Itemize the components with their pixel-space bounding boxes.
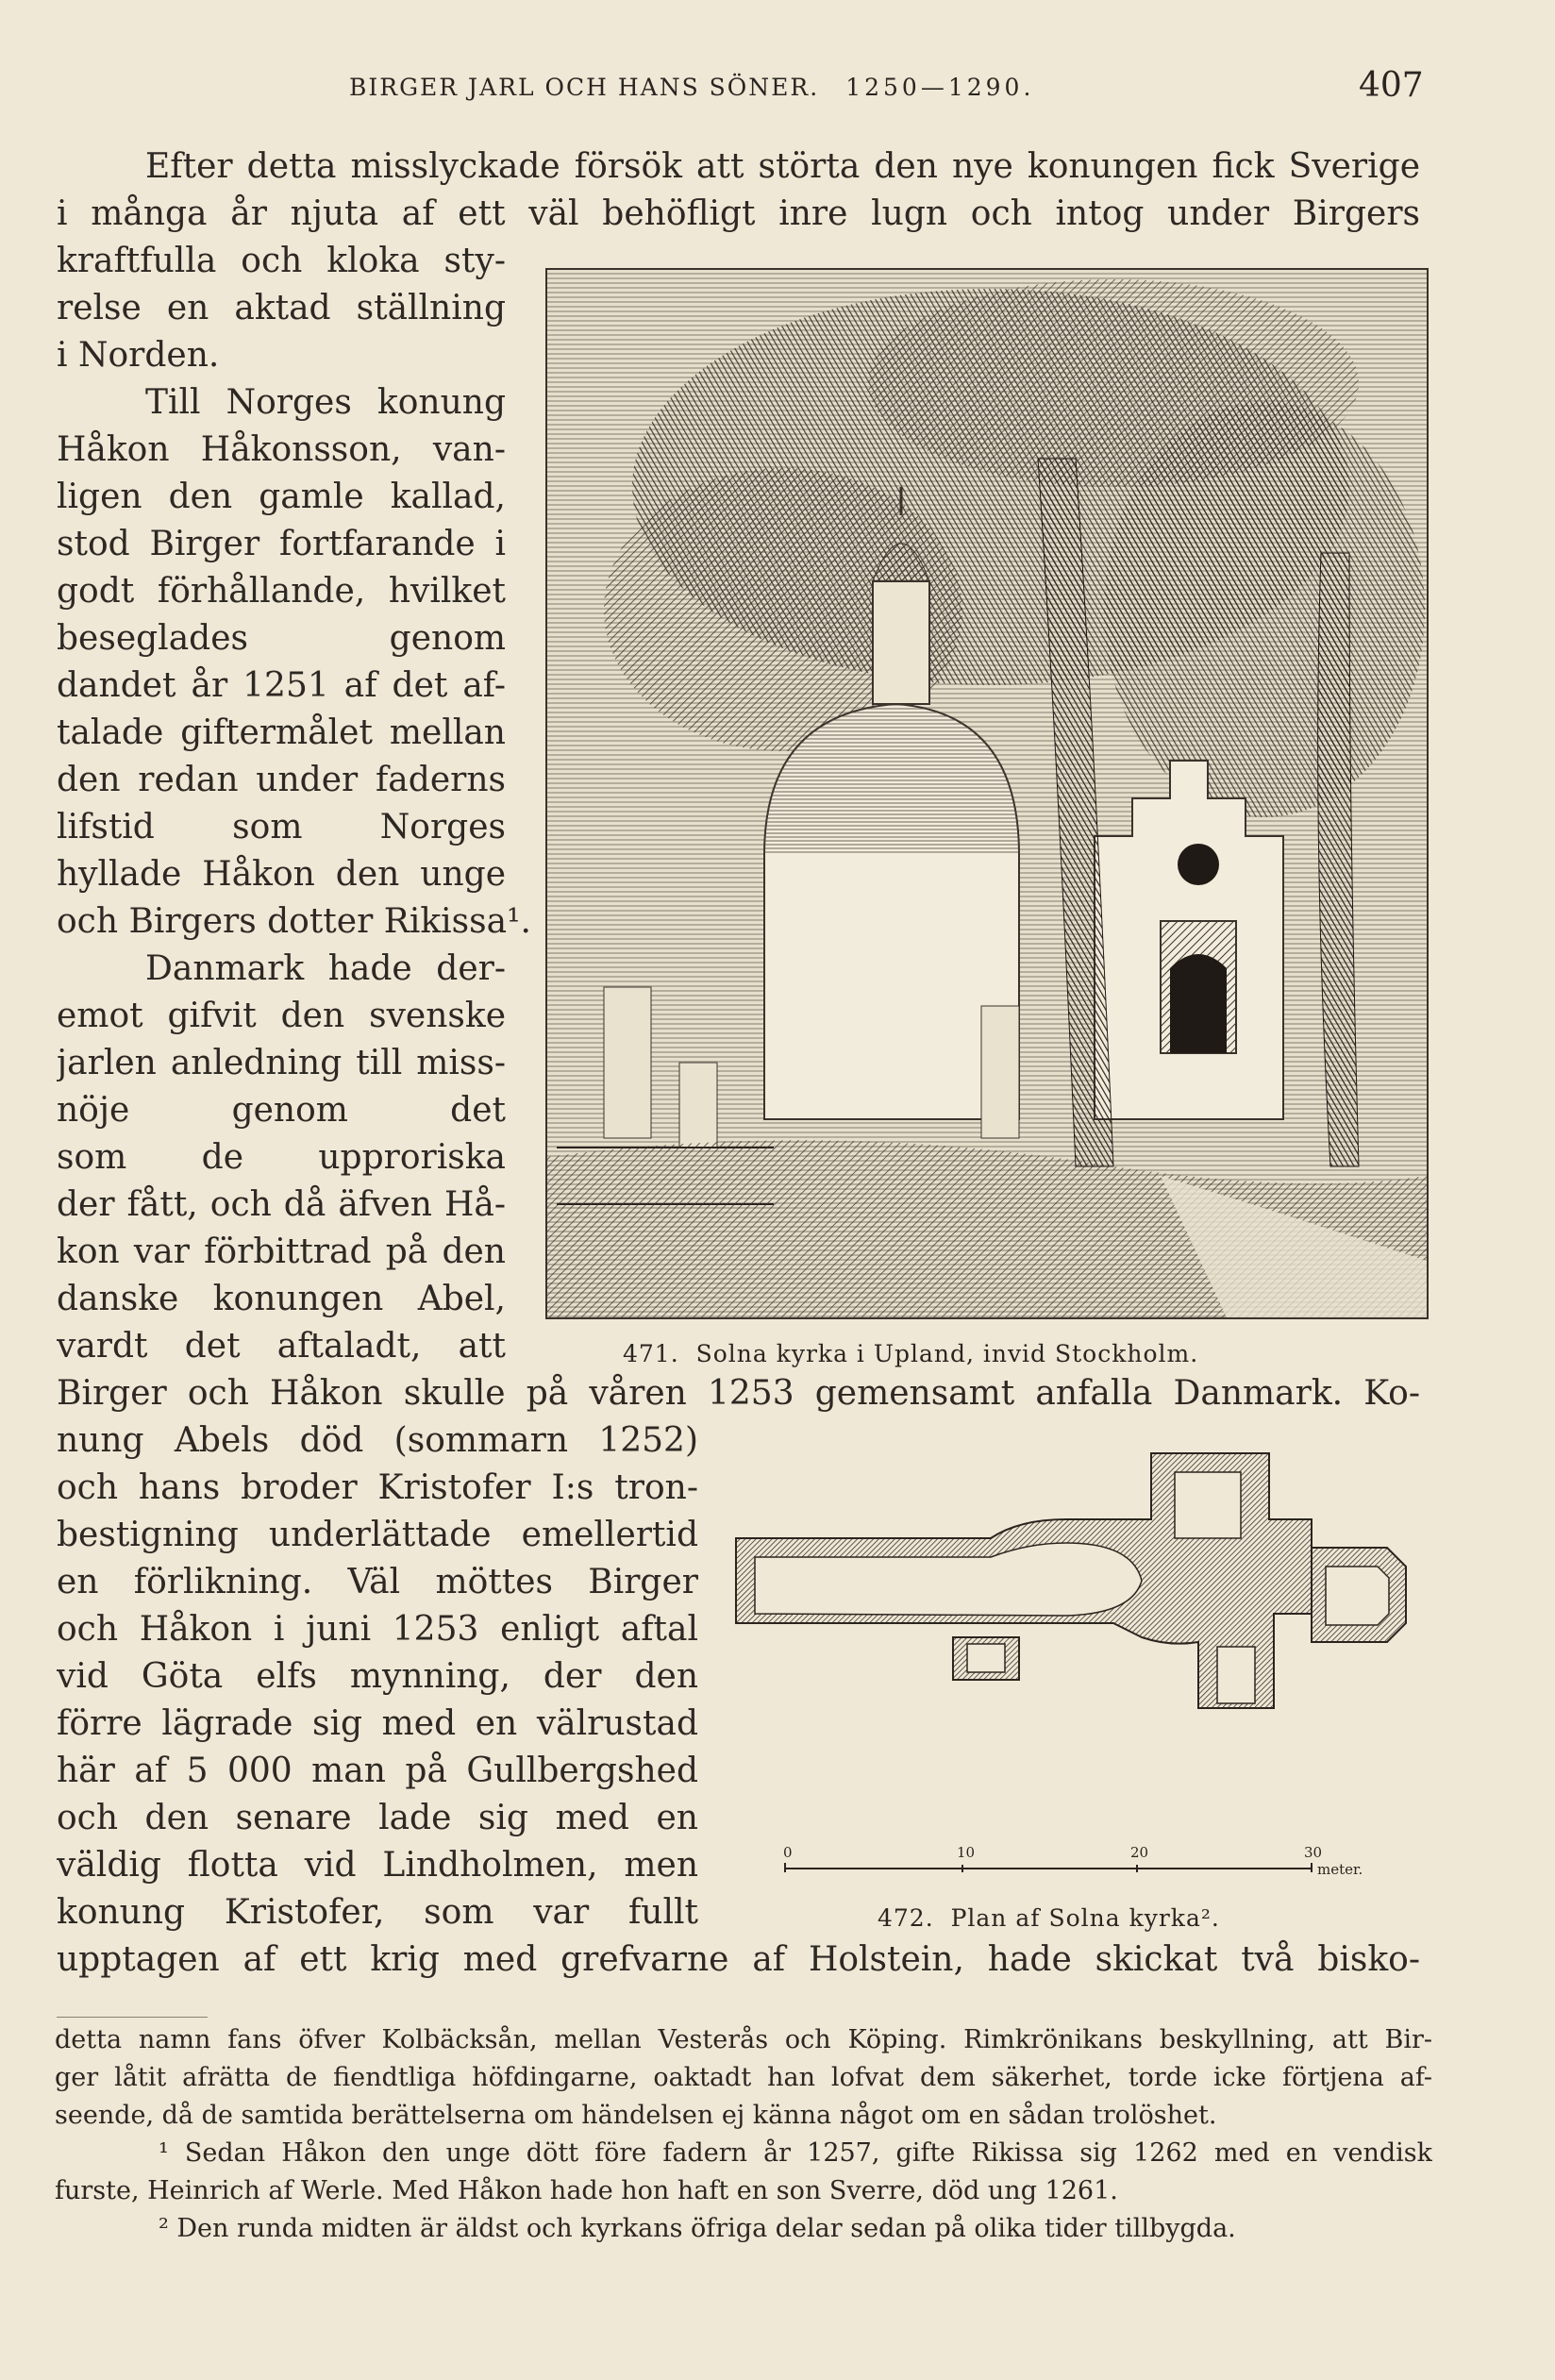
paragraph-line: konung Kristofer, som var fullt (57, 1893, 698, 1932)
figure-472-number: 472. (878, 1904, 934, 1932)
paragraph-line: dandet år 1251 af det af- (57, 666, 506, 705)
figure-471-caption (623, 1340, 1198, 1367)
figure-471-number: 471. (623, 1340, 679, 1367)
paragraph-line: upptagen af ett krig med grefvarne af Holstein, hade skickat två bisko- (57, 1940, 1420, 1979)
footnote-line: seende, då de samtida berättelserna om händelsen ej känna något om en sådan trolöshet. (55, 2101, 1217, 2130)
plan-scale-bar (783, 1840, 1425, 1887)
paragraph-line: vardt det aftaladt, att (57, 1327, 506, 1366)
footnotes (55, 2021, 1432, 2248)
paragraph-line: nung Abels död (sommarn 1252) (57, 1421, 698, 1460)
body-bottom (57, 1936, 1420, 1984)
page-number: 407 (1359, 66, 1424, 105)
paragraph-line: Birger och Håkon skulle på våren 1253 gemensamt anfalla Danmark. Ko- (57, 1374, 1420, 1413)
paragraph-line: jarlen anledning till miss- (57, 1044, 506, 1082)
scale-bar-drawing (783, 1840, 1425, 1887)
church-engraving-drawing (547, 270, 1427, 1317)
running-header (349, 74, 1034, 101)
paragraph-line: kon var förbittrad på den (57, 1232, 506, 1271)
paragraph-line: Håkon Håkonsson, van- (57, 430, 506, 469)
footnote-line: furste, Heinrich af Werle. Med Håkon hade hon haft en son Sverre, död ung 1261. (55, 2176, 1118, 2205)
paragraph-line: stod Birger fortfarande i (57, 525, 506, 563)
paragraph-line: danske konungen Abel, (57, 1280, 506, 1318)
scale-label-0: 0 (783, 1844, 793, 1861)
body-mid (57, 1370, 1420, 1417)
church-engraving (545, 268, 1429, 1319)
paragraph-line: och den senare lade sig med en (57, 1799, 698, 1837)
paragraph-line: förre lägrade sig med en välrustad (57, 1704, 698, 1743)
paragraph-line: emot gifvit den svenske (57, 997, 506, 1035)
footnote-rule (57, 2017, 208, 2018)
paragraph-line: Danmark hade der- (145, 949, 506, 988)
paragraph-line: och hans broder Kristofer I:s tron- (57, 1468, 698, 1507)
footnote-line: ¹ Sedan Håkon den unge dött före fadern år 1257, gifte Rikissa sig 1262 med en vendisk (159, 2138, 1432, 2168)
body-left-column-2 (57, 1417, 698, 1936)
figure-472-text: Plan af Solna kyrka². (950, 1904, 1220, 1932)
paragraph-line: en förlikning. Väl möttes Birger (57, 1563, 698, 1601)
paragraph-line: kraftfulla och kloka sty- (57, 242, 506, 280)
paragraph-line: och Håkon i juni 1253 enligt aftal (57, 1610, 698, 1649)
paragraph-line: som de upproriska (57, 1138, 506, 1177)
paragraph-line: den redan under faderns (57, 761, 506, 799)
running-title: BIRGER JARL OCH HANS SÖNER. (349, 74, 820, 101)
scale-label-10: 10 (957, 1844, 976, 1861)
paragraph-line: i många år njuta af ett väl behöfligt inre lugn och intog under Birgers (57, 194, 1420, 233)
body-left-column (57, 238, 531, 1370)
paragraph-line: hyllade Håkon den unge (57, 855, 506, 894)
paragraph-line: godt förhållande, hvilket (57, 572, 506, 611)
footnote-line: ger låtit afrätta de fiendtliga höfdingarne, oaktadt han lofvat dem säkerhet, torde icke förtjena af- (55, 2063, 1432, 2092)
footnote-line: detta namn fans öfver Kolbäcksån, mellan Vesterås och Köping. Rimkrönikans beskyllning, att Bir- (55, 2025, 1432, 2054)
paragraph-line: bestigning underlättade emellertid (57, 1516, 698, 1554)
paragraph-line: väldig flotta vid Lindholmen, men (57, 1846, 698, 1885)
paragraph-line: beseglades genom (57, 619, 506, 658)
church-plan (727, 1434, 1425, 1831)
paragraph-line: Efter detta misslyckade försök att störta den nye konungen fick Sverige (145, 147, 1420, 186)
paragraph-line: nöje genom det (57, 1091, 506, 1130)
scale-label-30: 30 (1304, 1844, 1323, 1861)
figure-471-text: Solna kyrka i Upland, invid Stockholm. (695, 1340, 1199, 1367)
figure-472-caption (878, 1904, 1220, 1932)
body-top (57, 143, 1420, 238)
scale-label-unit: meter. (1317, 1861, 1363, 1878)
footnote-line: ² Den runda midten är äldst och kyrkans öfriga delar sedan på olika tider tillbygda. (159, 2214, 1236, 2243)
paragraph-line: relse en aktad ställning (57, 289, 506, 327)
paragraph-line: vid Göta elfs mynning, der den (57, 1657, 698, 1696)
scale-label-20: 20 (1130, 1844, 1149, 1861)
paragraph-line: Till Norges konung (145, 383, 506, 422)
church-plan-drawing (727, 1434, 1425, 1831)
paragraph-line: och Birgers dotter Rikissa¹. (57, 902, 531, 941)
paragraph-line: i Norden. (57, 336, 220, 375)
paragraph-line: här af 5 000 man på Gullbergshed (57, 1751, 698, 1790)
paragraph-line: der fått, och då äfven Hå- (57, 1185, 506, 1224)
paragraph-line: ligen den gamle kallad, (57, 478, 506, 516)
paragraph-line: lifstid som Norges (57, 808, 506, 846)
paragraph-line: talade giftermålet mellan (57, 713, 506, 752)
running-years: 1250—1290. (845, 74, 1035, 101)
